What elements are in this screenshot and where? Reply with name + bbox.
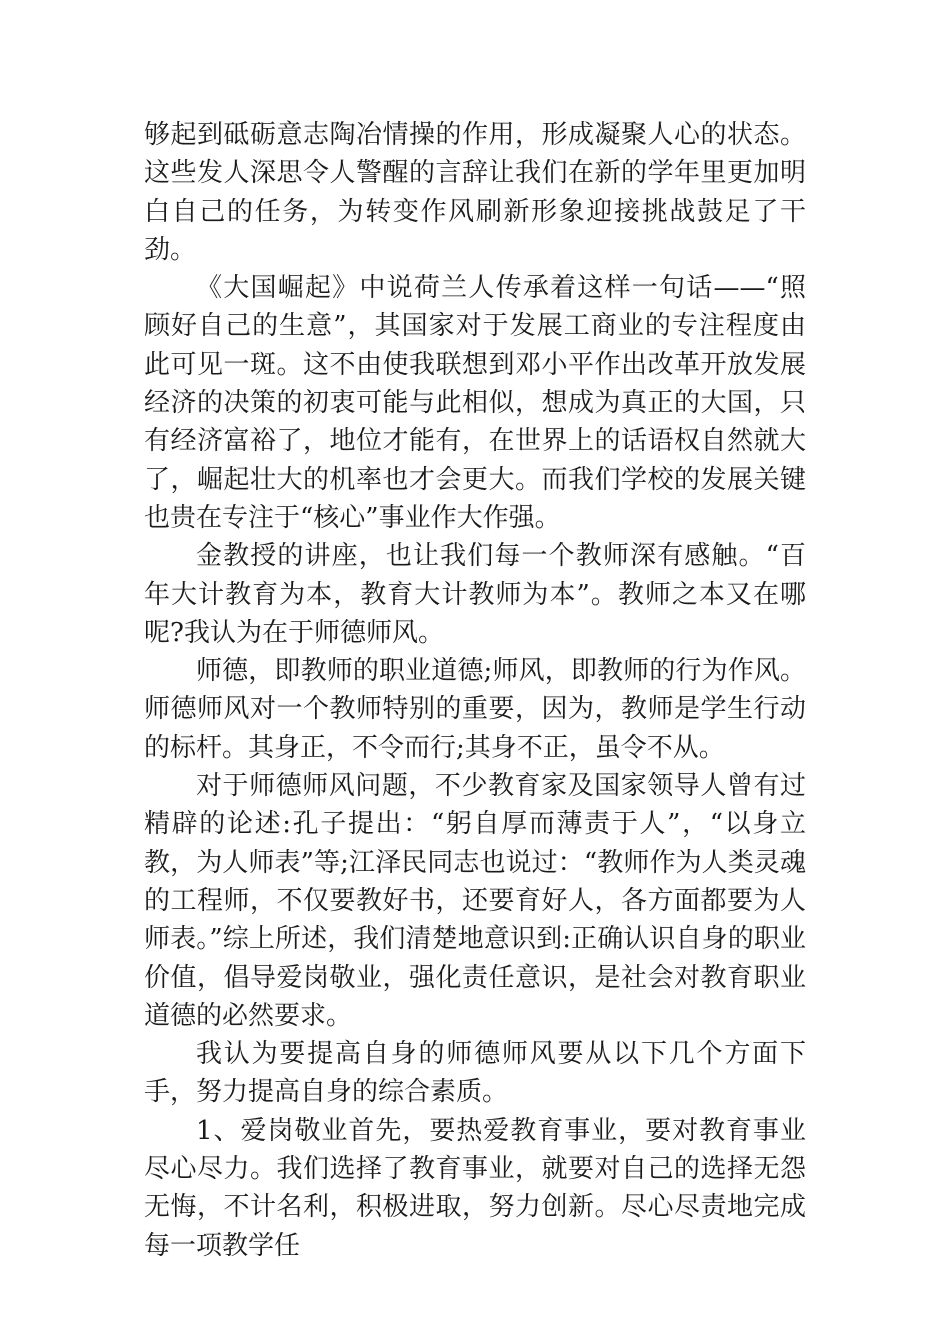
paragraph-lecture: 金教授的讲座，也让我们每一个教师深有感触。“百年大计教育为本，教育大计教师为本”。教师之本又在哪呢?我认为在于师德师风。 xyxy=(144,541,806,648)
paragraph-rise-of-great-powers: 《大国崛起》中说荷兰人传承着这样一句话——“照顾好自己的生意”，其国家对于发展工商业的专注程度由此可见一斑。这不由使我联想到邓小平作出改革开放发展经济的决策的初衷可能与此相似，想成为真正的大国，只有经济富裕了，地位才能有，在世界上的话语权自然就大了，崛起壮大的机率也才会更大。而我们学校的发展关键也贵在专注于“核心”事业作大作强。 xyxy=(144,273,806,533)
paragraph-improve-intro: 我认为要提高自身的师德师风要从以下几个方面下手，努力提高自身的综合素质。 xyxy=(144,1039,806,1108)
paragraph-teacher-ethics-definition: 师德，即教师的职业道德;师风，即教师的行为作风。师德师风对一个教师特别的重要，因为，教师是学生行动的标杆。其身正，不令而行;其身不正，虽令不从。 xyxy=(144,656,806,763)
paragraph-quotes: 对于师德师风问题，不少教育家及国家领导人曾有过精辟的论述:孔子提出：“躬自厚而薄责于人”，“以身立教，为人师表”等;江泽民同志也说过：“教师作为人类灵魂的工程师，不仅要教好书，还要育好人，各方面都要为人师表。”综上所述，我们清楚地意识到:正确认识自身的职业价值，倡导爱岗敬业，强化责任意识，是社会对教育职业道德的必然要求。 xyxy=(144,771,806,1031)
paragraph-continuation: 够起到砥砺意志陶冶情操的作用，形成凝聚人心的状态。这些发人深思令人警醒的言辞让我们在新的学年里更加明白自己的任务，为转变作风刷新形象迎接挑战鼓足了干劲。 xyxy=(144,120,806,265)
document-body xyxy=(144,116,806,1265)
paragraph-point-1: 1、爱岗敬业首先，要热爱教育事业，要对教育事业尽心尽力。我们选择了教育事业，就要对自己的选择无怨无悔，不计名利，积极进取，努力创新。尽心尽责地完成每一项教学任 xyxy=(144,1115,806,1261)
